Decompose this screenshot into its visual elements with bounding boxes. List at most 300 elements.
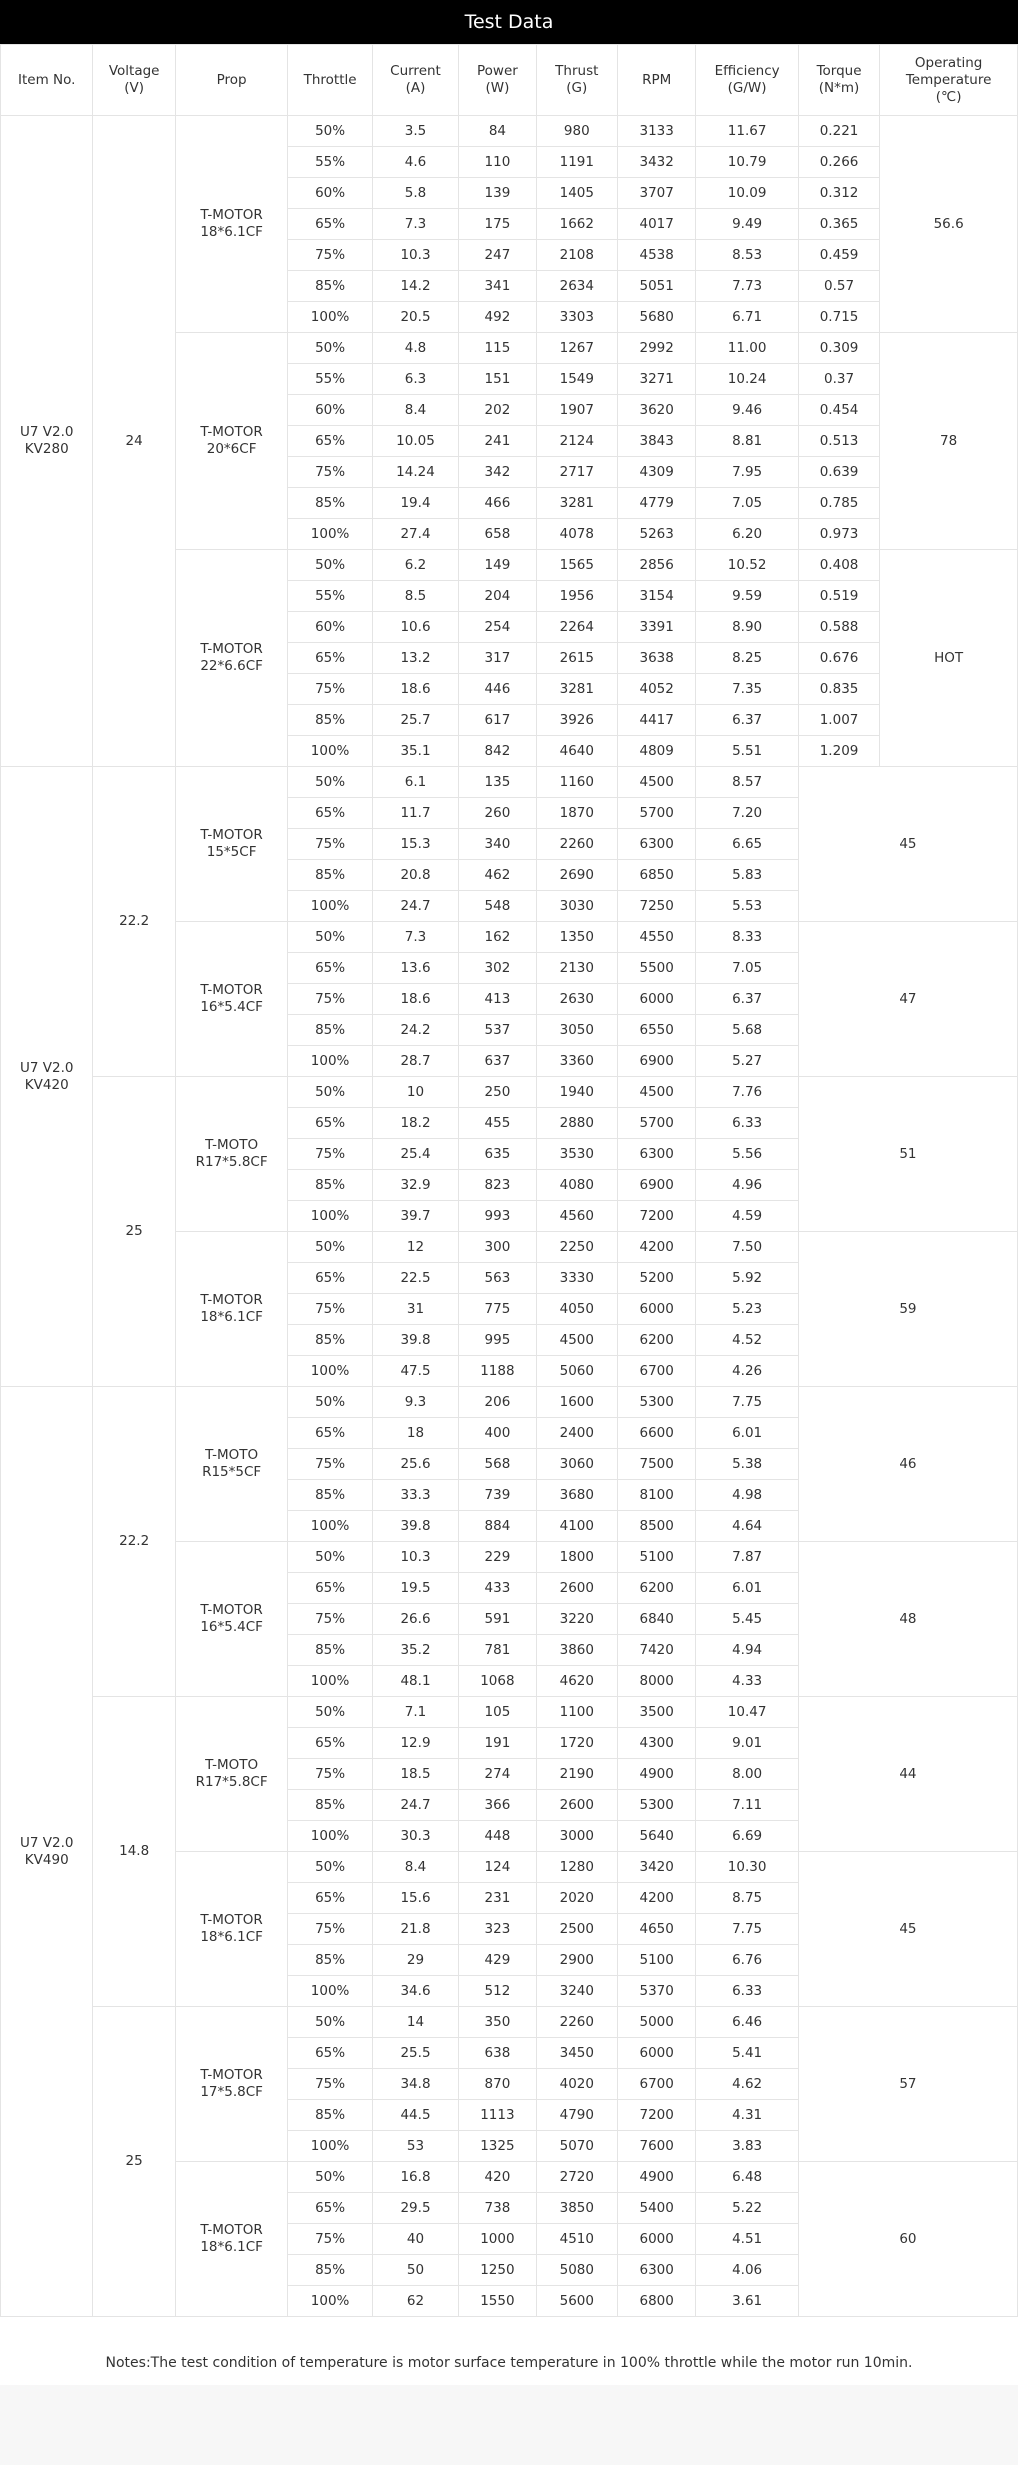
throttle-cell: 75% [288,240,372,271]
current-cell: 10.3 [372,1542,458,1573]
rpm-cell: 5400 [617,2193,695,2224]
throttle-cell: 65% [288,1573,372,1604]
temperature-cell: 78 [880,333,1018,550]
thrust-cell: 1907 [536,395,617,426]
efficiency-cell: 4.26 [696,1356,799,1387]
throttle-cell: 100% [288,736,372,767]
efficiency-cell: 4.96 [696,1170,799,1201]
rpm-cell: 7420 [617,1635,695,1666]
power-cell: 638 [459,2038,536,2069]
current-cell: 18.6 [372,984,458,1015]
efficiency-cell: 9.59 [696,581,799,612]
efficiency-cell: 9.01 [696,1728,799,1759]
current-cell: 40 [372,2224,458,2255]
column-header-power: Power (W) [459,45,536,116]
thrust-cell: 3220 [536,1604,617,1635]
rpm-cell: 6200 [617,1573,695,1604]
efficiency-cell: 6.01 [696,1573,799,1604]
thrust-cell: 4050 [536,1294,617,1325]
thrust-cell: 1940 [536,1077,617,1108]
current-cell: 39.7 [372,1201,458,1232]
efficiency-cell: 6.33 [696,1976,799,2007]
current-cell: 44.5 [372,2100,458,2131]
thrust-cell: 2250 [536,1232,617,1263]
power-cell: 420 [459,2162,536,2193]
efficiency-cell: 10.24 [696,364,799,395]
torque-cell: 0.676 [798,643,879,674]
current-cell: 24.2 [372,1015,458,1046]
power-cell: 229 [459,1542,536,1573]
efficiency-cell: 3.61 [696,2286,799,2317]
column-header-efficiency: Efficiency (G/W) [696,45,799,116]
power-cell: 1550 [459,2286,536,2317]
column-header-voltage: Voltage (V) [93,45,175,116]
current-cell: 18.5 [372,1759,458,1790]
throttle-cell: 100% [288,2286,372,2317]
throttle-cell: 65% [288,798,372,829]
power-cell: 317 [459,643,536,674]
thrust-cell: 2500 [536,1914,617,1945]
column-header-rpm: RPM [617,45,695,116]
prop-cell: T-MOTOR 18*6.1CF [175,116,288,333]
current-cell: 10.05 [372,426,458,457]
rpm-cell: 6600 [617,1418,695,1449]
efficiency-cell: 9.49 [696,209,799,240]
throttle-cell: 75% [288,984,372,1015]
prop-cell: T-MOTO R17*5.8CF [175,1697,288,1852]
power-cell: 110 [459,147,536,178]
throttle-cell: 50% [288,1697,372,1728]
throttle-cell: 65% [288,209,372,240]
rpm-cell: 5100 [617,1542,695,1573]
current-cell: 12.9 [372,1728,458,1759]
power-cell: 206 [459,1387,536,1418]
thrust-cell: 4790 [536,2100,617,2131]
prop-cell: T-MOTOR 18*6.1CF [175,1852,288,2007]
rpm-cell: 2992 [617,333,695,364]
current-cell: 30.3 [372,1821,458,1852]
power-cell: 1000 [459,2224,536,2255]
torque-cell: 0.309 [798,333,879,364]
throttle-cell: 75% [288,1294,372,1325]
current-cell: 35.1 [372,736,458,767]
power-cell: 781 [459,1635,536,1666]
thrust-cell: 1549 [536,364,617,395]
current-cell: 10.6 [372,612,458,643]
current-cell: 20.5 [372,302,458,333]
thrust-cell: 3850 [536,2193,617,2224]
power-cell: 429 [459,1945,536,1976]
efficiency-cell: 5.51 [696,736,799,767]
rpm-cell: 4417 [617,705,695,736]
voltage-cell: 22.2 [93,1387,175,1697]
prop-cell: T-MOTO R15*5CF [175,1387,288,1542]
throttle-cell: 65% [288,2038,372,2069]
table-row [1,1077,1018,1108]
thrust-cell: 3281 [536,488,617,519]
throttle-cell: 85% [288,2100,372,2131]
power-cell: 462 [459,860,536,891]
efficiency-cell: 6.69 [696,1821,799,1852]
throttle-cell: 85% [288,271,372,302]
rpm-cell: 3271 [617,364,695,395]
throttle-cell: 100% [288,1821,372,1852]
power-cell: 302 [459,953,536,984]
table-body [1,116,1018,2317]
torque-cell: 0.459 [798,240,879,271]
torque-cell: 0.57 [798,271,879,302]
current-cell: 8.5 [372,581,458,612]
column-header-torque: Torque (N*m) [798,45,879,116]
efficiency-cell: 7.50 [696,1232,799,1263]
rpm-cell: 6300 [617,829,695,860]
rpm-cell: 6000 [617,1294,695,1325]
thrust-cell: 3050 [536,1015,617,1046]
current-cell: 22.5 [372,1263,458,1294]
table-row [1,116,1018,147]
efficiency-cell: 7.75 [696,1914,799,1945]
current-cell: 8.4 [372,395,458,426]
throttle-cell: 75% [288,674,372,705]
thrust-cell: 4510 [536,2224,617,2255]
efficiency-cell: 4.06 [696,2255,799,2286]
throttle-cell: 50% [288,1232,372,1263]
torque-cell: 0.835 [798,674,879,705]
prop-cell: T-MOTOR 15*5CF [175,767,288,922]
efficiency-cell: 4.51 [696,2224,799,2255]
power-cell: 162 [459,922,536,953]
power-cell: 568 [459,1449,536,1480]
power-cell: 413 [459,984,536,1015]
throttle-cell: 100% [288,1511,372,1542]
efficiency-cell: 7.05 [696,488,799,519]
current-cell: 53 [372,2131,458,2162]
efficiency-cell: 5.38 [696,1449,799,1480]
power-cell: 254 [459,612,536,643]
throttle-cell: 65% [288,1728,372,1759]
rpm-cell: 5370 [617,1976,695,2007]
power-cell: 274 [459,1759,536,1790]
thrust-cell: 2690 [536,860,617,891]
rpm-cell: 7200 [617,1201,695,1232]
rpm-cell: 5680 [617,302,695,333]
rpm-cell: 3500 [617,1697,695,1728]
rpm-cell: 7600 [617,2131,695,2162]
thrust-cell: 2260 [536,829,617,860]
current-cell: 48.1 [372,1666,458,1697]
thrust-cell: 1600 [536,1387,617,1418]
throttle-cell: 100% [288,302,372,333]
current-cell: 16.8 [372,2162,458,2193]
thrust-cell: 1280 [536,1852,617,1883]
power-cell: 124 [459,1852,536,1883]
rpm-cell: 5000 [617,2007,695,2038]
thrust-cell: 3030 [536,891,617,922]
throttle-cell: 85% [288,1635,372,1666]
thrust-cell: 1800 [536,1542,617,1573]
rpm-cell: 8100 [617,1480,695,1511]
torque-cell: 0.408 [798,550,879,581]
efficiency-cell: 6.33 [696,1108,799,1139]
throttle-cell: 50% [288,767,372,798]
column-header-thrust: Thrust (G) [536,45,617,116]
prop-cell: T-MOTO R17*5.8CF [175,1077,288,1232]
table-row [1,767,1018,798]
rpm-cell: 5263 [617,519,695,550]
power-cell: 84 [459,116,536,147]
current-cell: 25.6 [372,1449,458,1480]
rpm-cell: 7250 [617,891,695,922]
throttle-cell: 50% [288,1077,372,1108]
rpm-cell: 6850 [617,860,695,891]
current-cell: 14.24 [372,457,458,488]
torque-cell: 1.007 [798,705,879,736]
column-header-current: Current (A) [372,45,458,116]
thrust-cell: 5080 [536,2255,617,2286]
power-cell: 448 [459,1821,536,1852]
current-cell: 9.3 [372,1387,458,1418]
header-row [1,45,1018,116]
torque-cell: 0.37 [798,364,879,395]
efficiency-cell: 8.57 [696,767,799,798]
efficiency-cell: 7.95 [696,457,799,488]
efficiency-cell: 7.87 [696,1542,799,1573]
rpm-cell: 5300 [617,1387,695,1418]
rpm-cell: 5200 [617,1263,695,1294]
rpm-cell: 6700 [617,2069,695,2100]
temperature-cell: 45 [798,1852,1017,2007]
throttle-cell: 65% [288,643,372,674]
thrust-cell: 3360 [536,1046,617,1077]
column-header-item-no: Item No. [1,45,93,116]
current-cell: 27.4 [372,519,458,550]
power-cell: 241 [459,426,536,457]
torque-cell: 0.454 [798,395,879,426]
throttle-cell: 85% [288,488,372,519]
power-cell: 175 [459,209,536,240]
prop-cell: T-MOTOR 22*6.6CF [175,550,288,767]
power-cell: 563 [459,1263,536,1294]
power-cell: 115 [459,333,536,364]
efficiency-cell: 7.20 [696,798,799,829]
power-cell: 842 [459,736,536,767]
throttle-cell: 50% [288,2162,372,2193]
prop-cell: T-MOTOR 16*5.4CF [175,922,288,1077]
rpm-cell: 5100 [617,1945,695,1976]
power-cell: 135 [459,767,536,798]
throttle-cell: 60% [288,395,372,426]
current-cell: 25.5 [372,2038,458,2069]
current-cell: 5.8 [372,178,458,209]
temperature-cell: 47 [798,922,1017,1077]
power-cell: 823 [459,1170,536,1201]
prop-cell: T-MOTOR 17*5.8CF [175,2007,288,2162]
voltage-cell: 25 [93,1077,175,1387]
temperature-cell: 48 [798,1542,1017,1697]
thrust-cell: 5600 [536,2286,617,2317]
efficiency-cell: 7.76 [696,1077,799,1108]
current-cell: 35.2 [372,1635,458,1666]
rpm-cell: 7200 [617,2100,695,2131]
current-cell: 19.5 [372,1573,458,1604]
page-title: Test Data [0,0,1018,44]
power-cell: 400 [459,1418,536,1449]
rpm-cell: 5700 [617,1108,695,1139]
efficiency-cell: 6.71 [696,302,799,333]
efficiency-cell: 4.98 [696,1480,799,1511]
rpm-cell: 6000 [617,2038,695,2069]
rpm-cell: 4538 [617,240,695,271]
current-cell: 62 [372,2286,458,2317]
power-cell: 323 [459,1914,536,1945]
power-cell: 149 [459,550,536,581]
rpm-cell: 4650 [617,1914,695,1945]
current-cell: 8.4 [372,1852,458,1883]
power-cell: 446 [459,674,536,705]
rpm-cell: 3133 [617,116,695,147]
efficiency-cell: 10.79 [696,147,799,178]
rpm-cell: 6900 [617,1170,695,1201]
current-cell: 15.6 [372,1883,458,1914]
current-cell: 14.2 [372,271,458,302]
thrust-cell: 1350 [536,922,617,953]
temperature-cell: 60 [798,2162,1017,2317]
efficiency-cell: 10.09 [696,178,799,209]
power-cell: 1068 [459,1666,536,1697]
thrust-cell: 1662 [536,209,617,240]
prop-cell: T-MOTOR 16*5.4CF [175,1542,288,1697]
current-cell: 7.3 [372,922,458,953]
current-cell: 13.2 [372,643,458,674]
efficiency-cell: 4.31 [696,2100,799,2131]
efficiency-cell: 4.33 [696,1666,799,1697]
thrust-cell: 4640 [536,736,617,767]
throttle-cell: 75% [288,1759,372,1790]
item-no-cell: U7 V2.0 KV280 [1,116,93,767]
efficiency-cell: 10.30 [696,1852,799,1883]
temperature-cell: 56.6 [880,116,1018,333]
footer-panel [0,2385,1018,2465]
power-cell: 466 [459,488,536,519]
throttle-cell: 100% [288,1046,372,1077]
thrust-cell: 3860 [536,1635,617,1666]
thrust-cell: 2880 [536,1108,617,1139]
efficiency-cell: 7.11 [696,1790,799,1821]
thrust-cell: 5060 [536,1356,617,1387]
rpm-cell: 6800 [617,2286,695,2317]
current-cell: 50 [372,2255,458,2286]
power-cell: 537 [459,1015,536,1046]
efficiency-cell: 5.53 [696,891,799,922]
torque-cell: 0.519 [798,581,879,612]
efficiency-cell: 3.83 [696,2131,799,2162]
current-cell: 19.4 [372,488,458,519]
current-cell: 31 [372,1294,458,1325]
thrust-cell: 1100 [536,1697,617,1728]
efficiency-cell: 5.22 [696,2193,799,2224]
efficiency-cell: 10.47 [696,1697,799,1728]
rpm-cell: 3638 [617,643,695,674]
thrust-cell: 2264 [536,612,617,643]
rpm-cell: 5051 [617,271,695,302]
power-cell: 492 [459,302,536,333]
efficiency-cell: 5.92 [696,1263,799,1294]
power-cell: 1250 [459,2255,536,2286]
current-cell: 6.3 [372,364,458,395]
column-header-prop: Prop [175,45,288,116]
thrust-cell: 4500 [536,1325,617,1356]
throttle-cell: 50% [288,2007,372,2038]
temperature-cell: 51 [798,1077,1017,1232]
power-cell: 342 [459,457,536,488]
throttle-cell: 65% [288,1418,372,1449]
efficiency-cell: 6.46 [696,2007,799,2038]
column-header-throttle: Throttle [288,45,372,116]
power-cell: 637 [459,1046,536,1077]
current-cell: 24.7 [372,1790,458,1821]
thrust-cell: 1267 [536,333,617,364]
current-cell: 7.1 [372,1697,458,1728]
torque-cell: 0.513 [798,426,879,457]
torque-cell: 0.312 [798,178,879,209]
rpm-cell: 5700 [617,798,695,829]
rpm-cell: 6000 [617,984,695,1015]
power-cell: 250 [459,1077,536,1108]
rpm-cell: 3391 [617,612,695,643]
throttle-cell: 75% [288,1449,372,1480]
temperature-cell: 57 [798,2007,1017,2162]
rpm-cell: 4052 [617,674,695,705]
power-cell: 139 [459,178,536,209]
notes-text: Notes:The test condition of temperature is motor surface temperature in 100% throttle while the motor run 10min. [105,2355,913,2371]
power-cell: 231 [459,1883,536,1914]
power-cell: 870 [459,2069,536,2100]
power-cell: 884 [459,1511,536,1542]
temperature-cell: 46 [798,1387,1017,1542]
throttle-cell: 65% [288,1263,372,1294]
throttle-cell: 65% [288,1883,372,1914]
throttle-cell: 60% [288,612,372,643]
current-cell: 20.8 [372,860,458,891]
throttle-cell: 65% [288,426,372,457]
power-cell: 1188 [459,1356,536,1387]
thrust-cell: 2600 [536,1573,617,1604]
prop-cell: T-MOTOR 20*6CF [175,333,288,550]
current-cell: 18 [372,1418,458,1449]
power-cell: 635 [459,1139,536,1170]
throttle-cell: 100% [288,1356,372,1387]
power-cell: 191 [459,1728,536,1759]
thrust-cell: 3303 [536,302,617,333]
current-cell: 21.8 [372,1914,458,1945]
efficiency-cell: 4.52 [696,1325,799,1356]
power-cell: 775 [459,1294,536,1325]
efficiency-cell: 8.33 [696,922,799,953]
power-cell: 247 [459,240,536,271]
thrust-cell: 980 [536,116,617,147]
efficiency-cell: 5.41 [696,2038,799,2069]
current-cell: 29 [372,1945,458,1976]
throttle-cell: 50% [288,550,372,581]
throttle-cell: 85% [288,860,372,891]
thrust-cell: 3240 [536,1976,617,2007]
throttle-cell: 85% [288,2255,372,2286]
power-cell: 738 [459,2193,536,2224]
temperature-cell: 59 [798,1232,1017,1387]
rpm-cell: 4900 [617,2162,695,2193]
torque-cell: 0.973 [798,519,879,550]
throttle-cell: 50% [288,333,372,364]
